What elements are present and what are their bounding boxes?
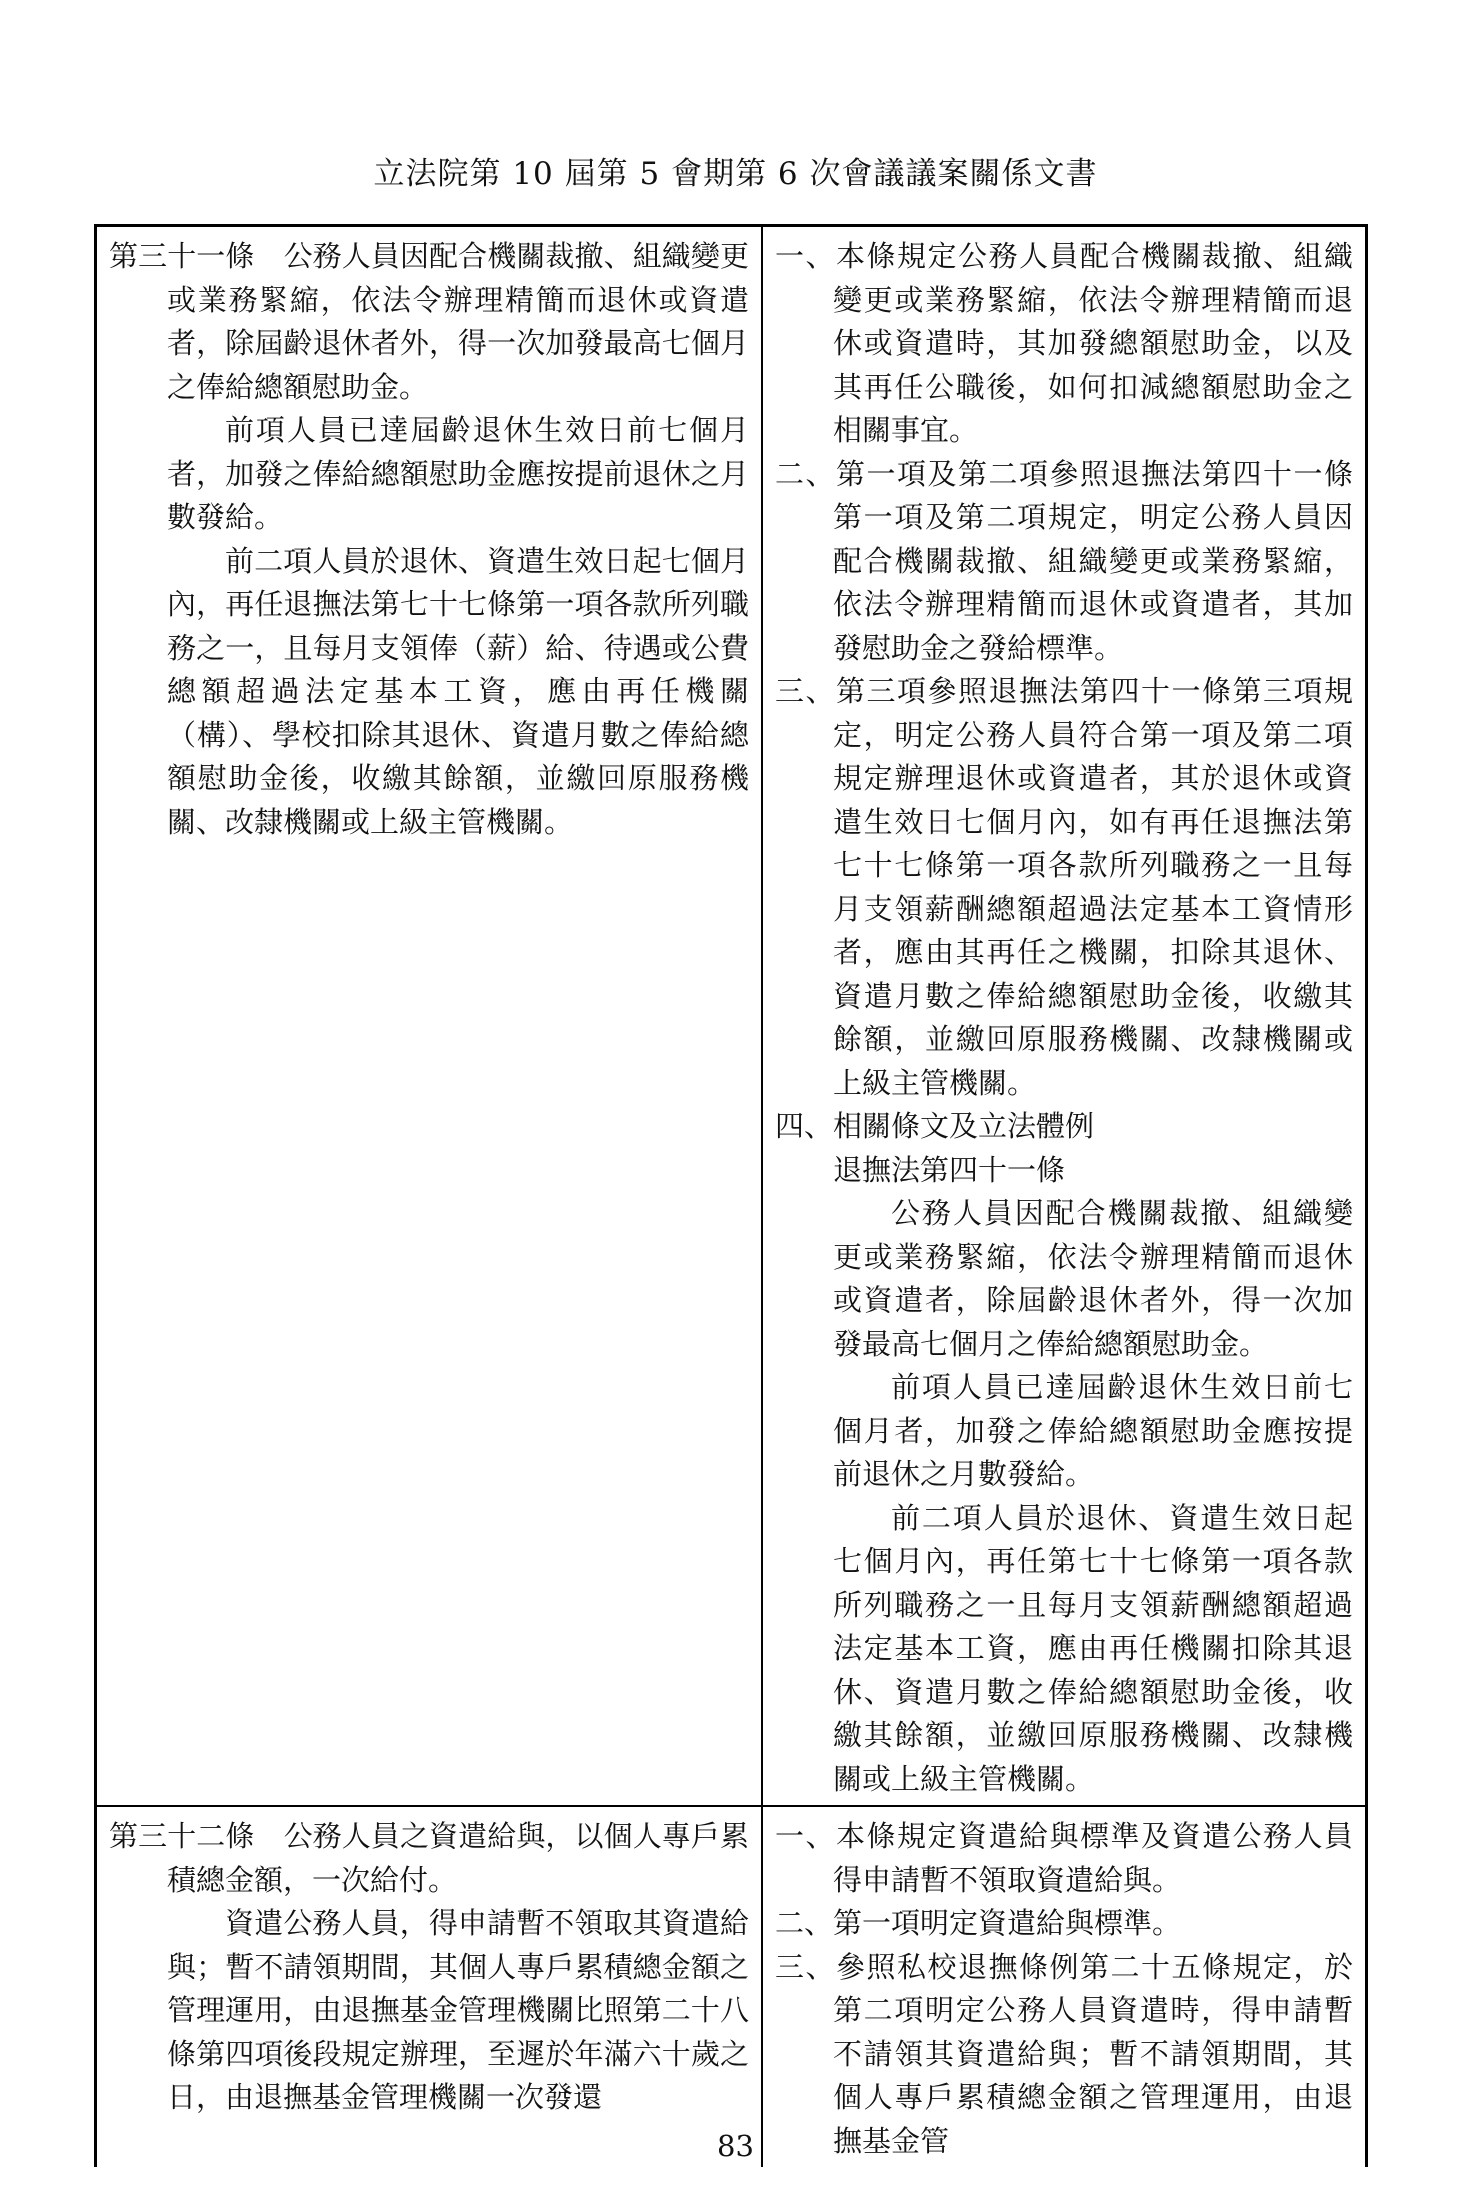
- article-text-cell: [96, 1806, 763, 2167]
- article-paragraph: 前二項人員於退休、資遣生效日起七個月內，再任退撫法第七十七條第一項各款所列職務之一，且每月支領俸（薪）給、待遇或公費總額超過法定基本工資，應由再任機關（構）、學校扣除其退休、資遣月數之俸給總額慰助金後，收繳其餘額，並繳回原服務機關、改隸機關或上級主管機關。: [167, 543, 749, 839]
- table-row: [96, 226, 1367, 1807]
- article-text-cell: [96, 226, 763, 1807]
- explanation-item: 三、參照私校退撫條例第二十五條規定，於第二項明定公務人員資遣時，得申請暫不請領其資遣給與；暫不請領期間，其個人專戶累積總金額之管理運用，由退撫基金管: [775, 1949, 1353, 2158]
- document-header: 立法院第 10 屆第 5 會期第 6 次會議議案關係文書: [373, 156, 1098, 192]
- explanation-cell: [762, 1806, 1367, 2167]
- page-number: 83: [717, 2129, 754, 2163]
- explanation-cell: [762, 226, 1367, 1807]
- comparison-table: [94, 224, 1368, 2167]
- article-heading: 第三十二條 公務人員之資遣給與，以個人專戶累積總金額，一次給付。: [109, 1819, 749, 1897]
- related-article-paragraph: 公務人員因配合機關裁撤、組織變更或業務緊縮，依法令辦理精簡而退休或資遣者，除屆齡退休者外，得一次加發最高七個月之俸給總額慰助金。: [833, 1196, 1353, 1361]
- article-paragraph: 前項人員已達屆齡退休生效日前七個月者，加發之俸給總額慰助金應按提前退休之月數發給。: [167, 413, 749, 534]
- explanation-item: 一、本條規定資遣給與標準及資遣公務人員得申請暫不領取資遣給與。: [775, 1819, 1353, 1897]
- related-article-paragraph: 前項人員已達屆齡退休生效日前七個月者，加發之俸給總額慰助金應按提前退休之月數發給。: [833, 1370, 1353, 1491]
- explanation-item: 一、本條規定公務人員配合機關裁撤、組織變更或業務緊縮，依法令辦理精簡而退休或資遣時，其加發總額慰助金，以及其再任公職後，如何扣減總額慰助金之相關事宜。: [775, 239, 1353, 447]
- table-row: [96, 1806, 1367, 2167]
- related-article-title: 退撫法第四十一條: [833, 1152, 1066, 1187]
- explanation-item: 二、第一項明定資遣給與標準。: [775, 1906, 1182, 1940]
- explanation-item: 二、第一項及第二項參照退撫法第四十一條第一項及第二項規定，明定公務人員因配合機關裁撤、組織變更或業務緊縮，依法令辦理精簡而退休或資遣者，其加發慰助金之發給標準。: [775, 456, 1353, 665]
- explanation-item: 三、第三項參照退撫法第四十一條第三項規定，明定公務人員符合第一項及第二項規定辦理退休或資遣者，其於退休或資遣生效日七個月內，如有再任退撫法第七十七條第一項各款所列職務之一且每月支領薪酬總額超過法定基本工資情形者，應由其再任之機關，扣除其退休、資遣月數之俸給總額慰助金後，收繳其餘額，並繳回原服務機關、改隸機關或上級主管機關。: [775, 674, 1353, 1100]
- related-article-paragraph: 前二項人員於退休、資遣生效日起七個月內，再任第七十七條第一項各款所列職務之一且每月支領薪酬總額超過法定基本工資，應由再任機關扣除其退休、資遣月數之俸給總額慰助金後，收繳其餘額，並繳回原服務機關、改隸機關或上級主管機關。: [833, 1500, 1353, 1796]
- article-paragraph: 資遣公務人員，得申請暫不領取其資遣給與；暫不請領期間，其個人專戶累積總金額之管理運用，由退撫基金管理機關比照第二十八條第四項後段規定辦理，至遲於年滿六十歲之日，由退撫基金管理機關一次發還: [167, 1906, 749, 2114]
- explanation-item: 四、相關條文及立法體例: [775, 1109, 1095, 1143]
- article-heading: 第三十一條 公務人員因配合機關裁撤、組織變更或業務緊縮，依法令辦理精簡而退休或資遣者，除屆齡退休者外，得一次加發最高七個月之俸給總額慰助金。: [109, 239, 749, 404]
